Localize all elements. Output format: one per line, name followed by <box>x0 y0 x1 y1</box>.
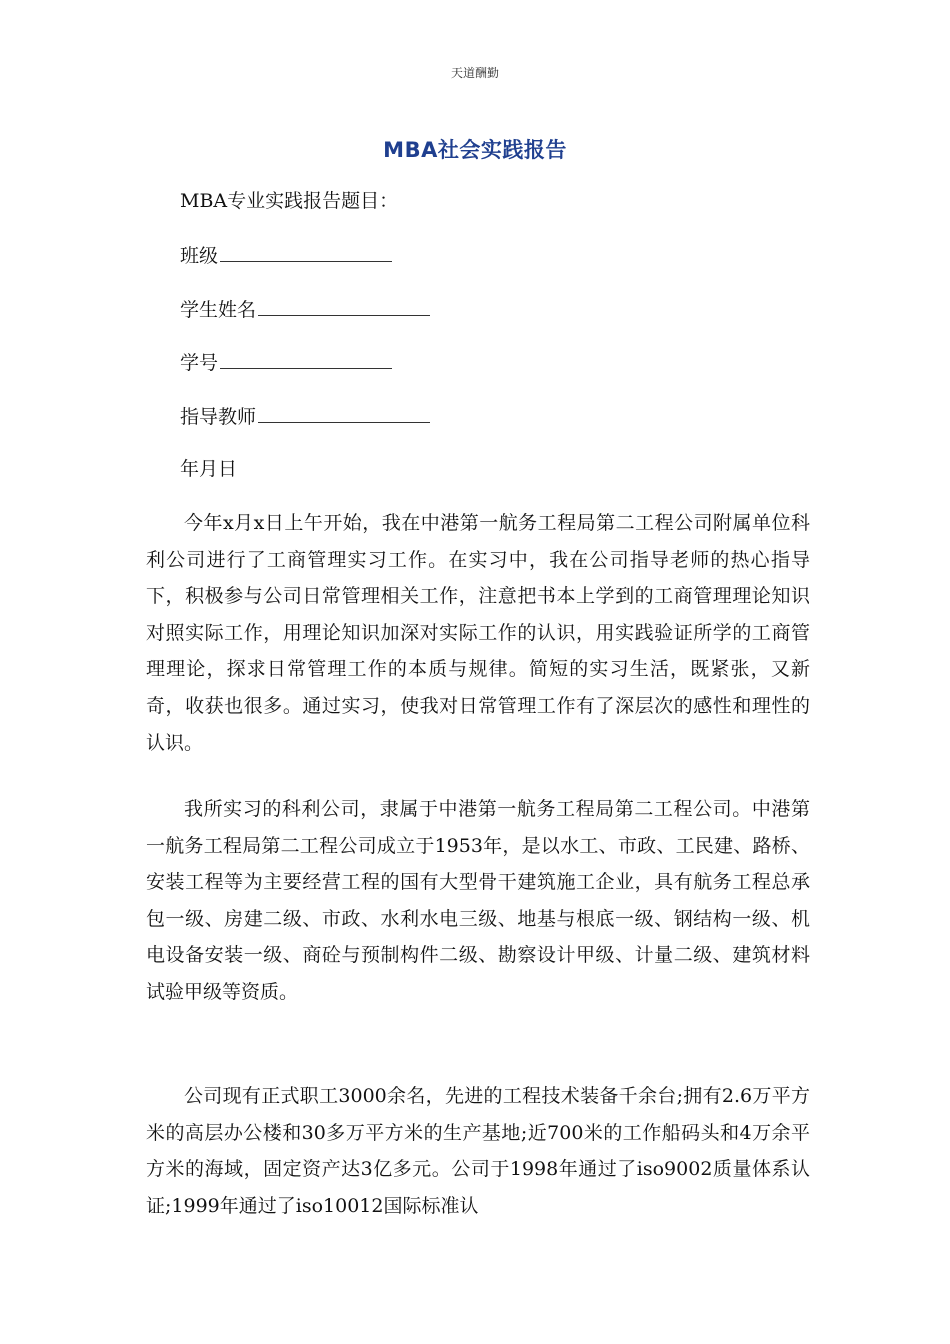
student-name-blank-line <box>258 295 430 316</box>
topic-label: MBA专业实践报告题目： <box>180 190 399 212</box>
class-field <box>180 241 392 269</box>
paragraph-3: 公司现有正式职工3000余名，先进的工程技术装备千余台;拥有2.6万平方米的高层办公楼和30多万平方米的生产基地;近700米的工作船码头和4万余平方米的海域，固定资产达3亿多元。公司于1998年通过了iso9002质量体系认证;1999年通过了iso10012国际标准认 <box>146 1085 810 1217</box>
page-header: 天道酬勤 <box>450 66 499 80</box>
class-blank-line <box>220 241 392 262</box>
topic-field <box>180 188 398 214</box>
advisor-label: 指导教师 <box>180 406 257 428</box>
paragraph-2: 我所实习的科利公司，隶属于中港第一航务工程局第二工程公司。中港第一航务工程局第二工程公司成立于1953年，是以水工、市政、工民建、路桥、安装工程等为主要经营工程的国有大型骨干建筑施工企业，具有航务工程总承包一级、房建二级、市政、水利水电三级、地基与根底一级、钢结构一级、机电设备安装一级、商砼与预制构件二级、勘察设计甲级、计量二级、建筑材料试验甲级等资质。 <box>146 798 810 1003</box>
student-name-field <box>180 295 430 323</box>
class-label: 班级 <box>180 245 219 267</box>
student-name-label: 学生姓名 <box>180 299 257 321</box>
date-label: 年月日 <box>180 458 238 480</box>
document-title: MBA社会实践报告 <box>383 138 567 162</box>
student-id-label: 学号 <box>180 352 219 374</box>
paragraph-1: 今年x月x日上午开始，我在中港第一航务工程局第二工程公司附属单位科利公司进行了工商管理实习工作。在实习中，我在公司指导老师的热心指导下，积极参与公司日常管理相关工作，注意把书本上学到的工商管理理论知识对照实际工作，用理论知识加深对实际工作的认识，用实践验证所学的工商管理理论，探求日常管理工作的本质与规律。简短的实习生活，既紧张，又新奇，收获也很多。通过实习，使我对日常管理工作有了深层次的感性和理性的认识。 <box>146 512 810 754</box>
advisor-blank-line <box>258 402 430 423</box>
student-id-blank-line <box>220 348 392 369</box>
advisor-field <box>180 402 430 430</box>
date-field <box>180 456 237 482</box>
student-id-field <box>180 348 392 376</box>
